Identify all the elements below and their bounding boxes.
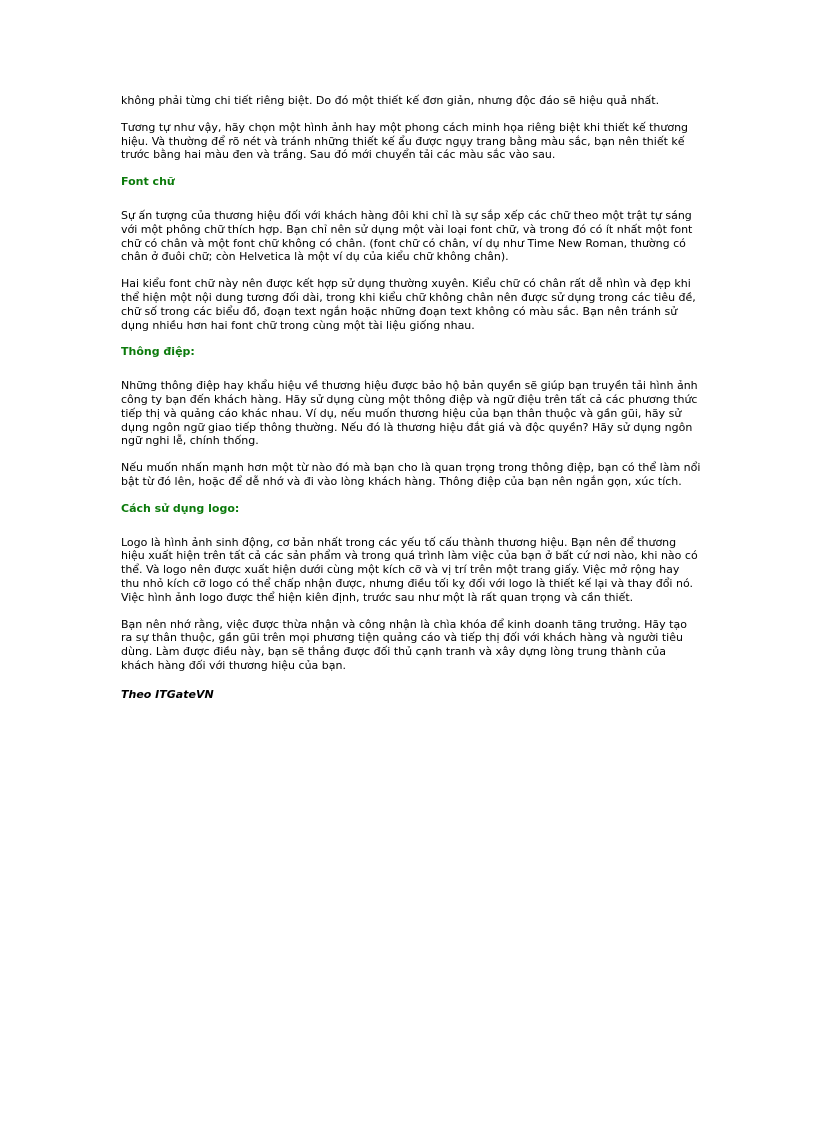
section-heading-logo: Cách sử dụng logo: bbox=[121, 501, 240, 515]
logo-paragraph-1: Logo là hình ảnh sinh động, cơ bản nhất trong các yếu tố cấu thành thương hiệu. Bạn nên để thương hiệu xuất hiện trên tất cả các sản phẩm và trong quá trình làm việc của bạn ở bất cứ nơi nào, khi nào có thể. Và logo nên được xuất hiện dưới cùng một kích cỡ và vị trí trên một trang giấy. Việc mở rộng hay thu nhỏ kích cỡ logo có thể chấp nhận được, nhưng điều tối kỵ đối với logo là thiết kế lại và thay đổi nó. Việc hình ảnh logo được thể hiện kiên định, trước sau như một là rất quan trọng và cần thiết. bbox=[121, 535, 698, 604]
font-paragraph-2: Hai kiểu font chữ này nên được kết hợp sử dụng thường xuyên. Kiểu chữ có chân rất dễ nhìn và đẹp khi thể hiện một nội dung tương đối dài, trong khi kiểu chữ không chân nên được sử dụng trong các tiêu đề, chữ số trong các biểu đồ, đoạn text ngắn hoặc những đoạn text không có màu sắc. Bạn nên tránh sử dụng nhiều hơn hai font chữ trong cùng một tài liệu giống nhau. bbox=[121, 277, 696, 332]
section-heading-message: Thông điệp: bbox=[121, 345, 195, 359]
section-heading-font: Font chữ bbox=[121, 175, 175, 189]
intro-paragraph-1: không phải từng chi tiết riêng biệt. Do đó một thiết kế đơn giản, nhưng độc đáo sẽ hiệu quả nhất. bbox=[121, 94, 660, 107]
intro-paragraph-2: Tương tự như vậy, hãy chọn một hình ảnh hay một phong cách minh họa riêng biệt khi thiết kế thương hiệu. Và thường để rõ nét và tránh những thiết kế ẩu được ngụy trang bằng màu sắc, bạn nên thiết kế trước bằng hai màu đen và trắng. Sau đó mới chuyển tải các màu sắc vào sau. bbox=[121, 120, 689, 162]
logo-paragraph-2: Bạn nên nhớ rằng, việc được thừa nhận và công nhận là chìa khóa để kinh doanh tăng trưởng. Hãy tạo ra sự thân thuộc, gần gũi trên mọi phương tiện quảng cáo và tiếp thị đối với khách hàng và người tiêu dùng. Làm được điều này, bạn sẽ thắng được đối thủ cạnh tranh và xây dựng lòng trung thành của khách hàng đối với thương hiệu của bạn. bbox=[121, 617, 687, 672]
message-paragraph-2: Nếu muốn nhấn mạnh hơn một từ nào đó mà bạn cho là quan trọng trong thông điệp, bạn có thể làm nổi bật từ đó lên, hoặc để dễ nhớ và đi vào lòng khách hàng. Thông điệp của bạn nên ngắn gọn, xúc tích. bbox=[121, 461, 701, 488]
byline: Theo ITGateVN bbox=[121, 687, 214, 701]
message-paragraph-1: Những thông điệp hay khẩu hiệu về thương hiệu được bảo hộ bản quyền sẽ giúp bạn truyền tải hình ảnh công ty bạn đến khách hàng. Hãy sử dụng cùng một thông điệp và ngữ điệu trên tất cả các phương thức tiếp thị và quảng cáo khác nhau. Ví dụ, nếu muốn thương hiệu của bạn thân thuộc và gần gũi, hãy sử dụng ngôn ngữ giao tiếp thông thường. Nếu đó là thương hiệu đắt giá và độc quyền? Hãy sử dụng ngôn ngữ nghi lễ, chính thống. bbox=[121, 379, 698, 448]
font-paragraph-1: Sự ấn tượng của thương hiệu đối với khách hàng đôi khi chỉ là sự sắp xếp các chữ theo một trật tự sáng với một phông chữ thích hợp. Bạn chỉ nên sử dụng một vài loại font chữ, và trong đó có ít nhất một font chữ có chân và một font chữ không có chân. (font chữ có chân, ví dụ như Time New Roman, thường có chân ở đuôi chữ; còn Helvetica là một ví dụ của kiểu chữ không chân). bbox=[121, 208, 693, 264]
document-page bbox=[121, 94, 701, 702]
